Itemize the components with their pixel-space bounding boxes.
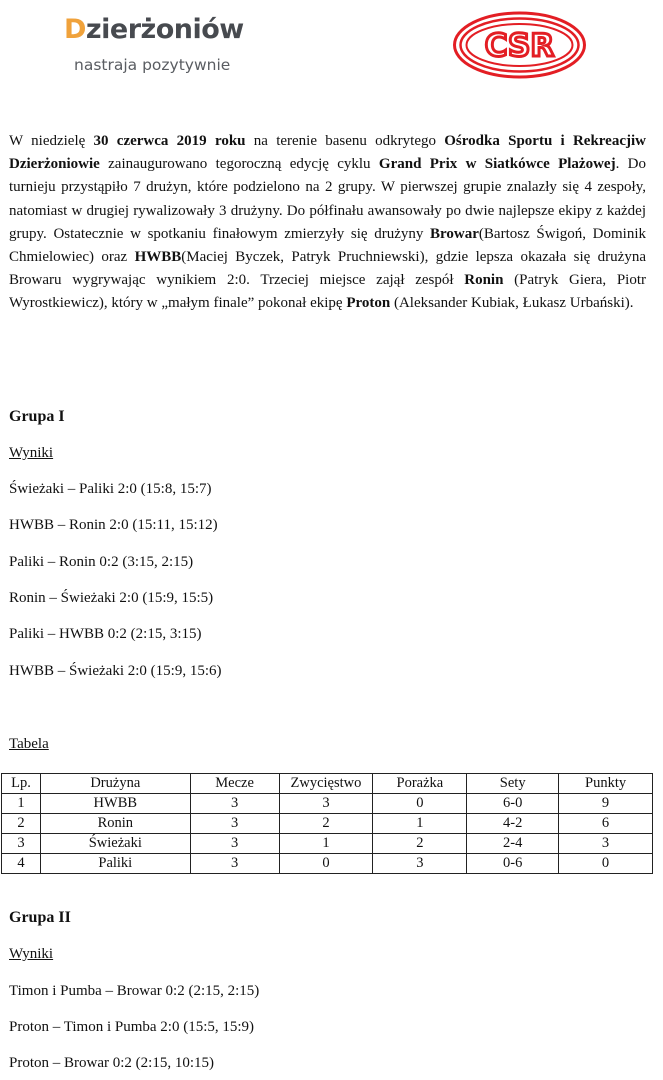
cell-sets: 0-6 <box>467 854 559 874</box>
intro-text: (Bartosz Świgoń, Dominik Chmielowiec) oraz <box>9 225 647 266</box>
logo-brand-rest: zierżoniów <box>85 14 244 45</box>
group1-result: HWBB – Ronin 2:0 (15:11, 15:12) <box>9 517 218 533</box>
cell-team: HWBB <box>40 794 190 814</box>
logo-letter-d: D <box>64 14 86 45</box>
group1-result: Paliki – HWBB 0:2 (2:15, 3:15) <box>9 626 202 642</box>
cell-losses: 1 <box>373 814 467 834</box>
cell-team: Paliki <box>40 854 190 874</box>
cell-wins: 1 <box>279 834 373 854</box>
intro-date: 30 czerwca 2019 roku <box>93 133 246 149</box>
table-header-row <box>2 774 653 794</box>
cell-lp: 2 <box>2 814 41 834</box>
group2-result: Proton – Timon i Pumba 2:0 (15:5, 15:9) <box>9 1019 255 1035</box>
table-row <box>2 834 653 854</box>
header-team: Drużyna <box>40 774 190 794</box>
table-row <box>2 854 653 874</box>
header-losses: Porażka <box>373 774 467 794</box>
logo-tagline: nastraja pozytywnie <box>74 56 231 74</box>
intro-event: Grand Prix w Siatkówce Plażowej <box>378 156 616 173</box>
intro-team-hwbb: HWBB <box>134 249 182 266</box>
group1-result: HWBB – Świeżaki 2:0 (15:9, 15:6) <box>9 663 222 679</box>
cell-points: 3 <box>559 834 653 854</box>
cell-sets: 6-0 <box>467 794 559 814</box>
header-lp: Lp. <box>2 774 41 794</box>
cell-points: 9 <box>559 794 653 814</box>
cell-wins: 2 <box>279 814 373 834</box>
table-row <box>2 814 653 834</box>
cell-wins: 0 <box>279 854 373 874</box>
intro-team-browar: Browar <box>430 225 479 242</box>
cell-sets: 4-2 <box>467 814 559 834</box>
group2-result: Timon i Pumba – Browar 0:2 (2:15, 2:15) <box>9 983 260 999</box>
intro-text: (Patryk Giera, Piotr Wyrostkiewicz), który w „małym finale” pokonał ekipę <box>9 272 646 312</box>
group1-table-label: Tabela <box>9 736 49 752</box>
cell-matches: 3 <box>190 814 279 834</box>
intro-team-ronin: Ronin <box>464 272 504 289</box>
cell-team: Ronin <box>40 814 190 834</box>
group1-title: Grupa I <box>9 408 65 425</box>
intro-text: (Maciej Byczek, Patryk Pruchniewski), gdzie lepsza okazała się drużyna Browaru wygrywając wynikiem 2:0. Trzeciej miejsce zajął zespół <box>9 249 646 289</box>
cell-points: 6 <box>559 814 653 834</box>
cell-losses: 2 <box>373 834 467 854</box>
dzierzoniow-logo-text <box>64 14 244 45</box>
cell-lp: 1 <box>2 794 41 814</box>
intro-text: zainaugurowano tegoroczną edycję cyklu <box>99 156 379 173</box>
cell-matches: 3 <box>190 854 279 874</box>
cell-matches: 3 <box>190 834 279 854</box>
dzierzoniow-logo <box>64 14 294 82</box>
group1-standings-table <box>1 773 653 874</box>
intro-text: (Aleksander Kubiak, Łukasz Urbański). <box>390 295 634 312</box>
intro-text: W niedzielę <box>9 133 94 149</box>
group1-result: Świeżaki – Paliki 2:0 (15:8, 15:7) <box>9 481 212 497</box>
cell-losses: 3 <box>373 854 467 874</box>
csr-logo-text: CSR <box>484 28 555 64</box>
csr-logo <box>452 11 587 79</box>
group1-result: Ronin – Świeżaki 2:0 (15:9, 15:5) <box>9 590 214 606</box>
cell-points: 0 <box>559 854 653 874</box>
intro-paragraph <box>9 130 646 316</box>
group1-result: Paliki – Ronin 0:2 (3:15, 2:15) <box>9 554 194 570</box>
header-wins: Zwycięstwo <box>279 774 373 794</box>
cell-losses: 0 <box>373 794 467 814</box>
header-sets: Sety <box>467 774 559 794</box>
cell-lp: 4 <box>2 854 41 874</box>
page-header <box>0 0 663 90</box>
header-matches: Mecze <box>190 774 279 794</box>
group2-result: Proton – Browar 0:2 (2:15, 10:15) <box>9 1055 214 1071</box>
intro-team-proton: Proton <box>346 295 391 312</box>
header-points: Punkty <box>559 774 653 794</box>
intro-text: . Do turnieju przystąpiło 7 drużyn, które podzielono na 2 grupy. W pierwszej grupie znalazły się 4 zespoły, natomiast w drugiej rywalizowały 3 drużyny. Do półfinału awansowały po dwie najlepsze ekipy z każdej grupy. Ostatecznie w spotkaniu finałowym zmierzyły się drużyny <box>9 156 646 242</box>
intro-venue: Ośrodka Sportu i Rekreacjiw Dzierżoniowie <box>9 133 646 173</box>
cell-wins: 3 <box>279 794 373 814</box>
cell-matches: 3 <box>190 794 279 814</box>
intro-text: na terenie basenu odkrytego <box>245 133 445 149</box>
group2-results-label: Wyniki <box>9 946 54 962</box>
cell-sets: 2-4 <box>467 834 559 854</box>
cell-lp: 3 <box>2 834 41 854</box>
group1-results-label: Wyniki <box>9 445 54 461</box>
cell-team: Świeżaki <box>40 834 190 854</box>
table-row <box>2 794 653 814</box>
group2-title: Grupa II <box>9 909 71 926</box>
